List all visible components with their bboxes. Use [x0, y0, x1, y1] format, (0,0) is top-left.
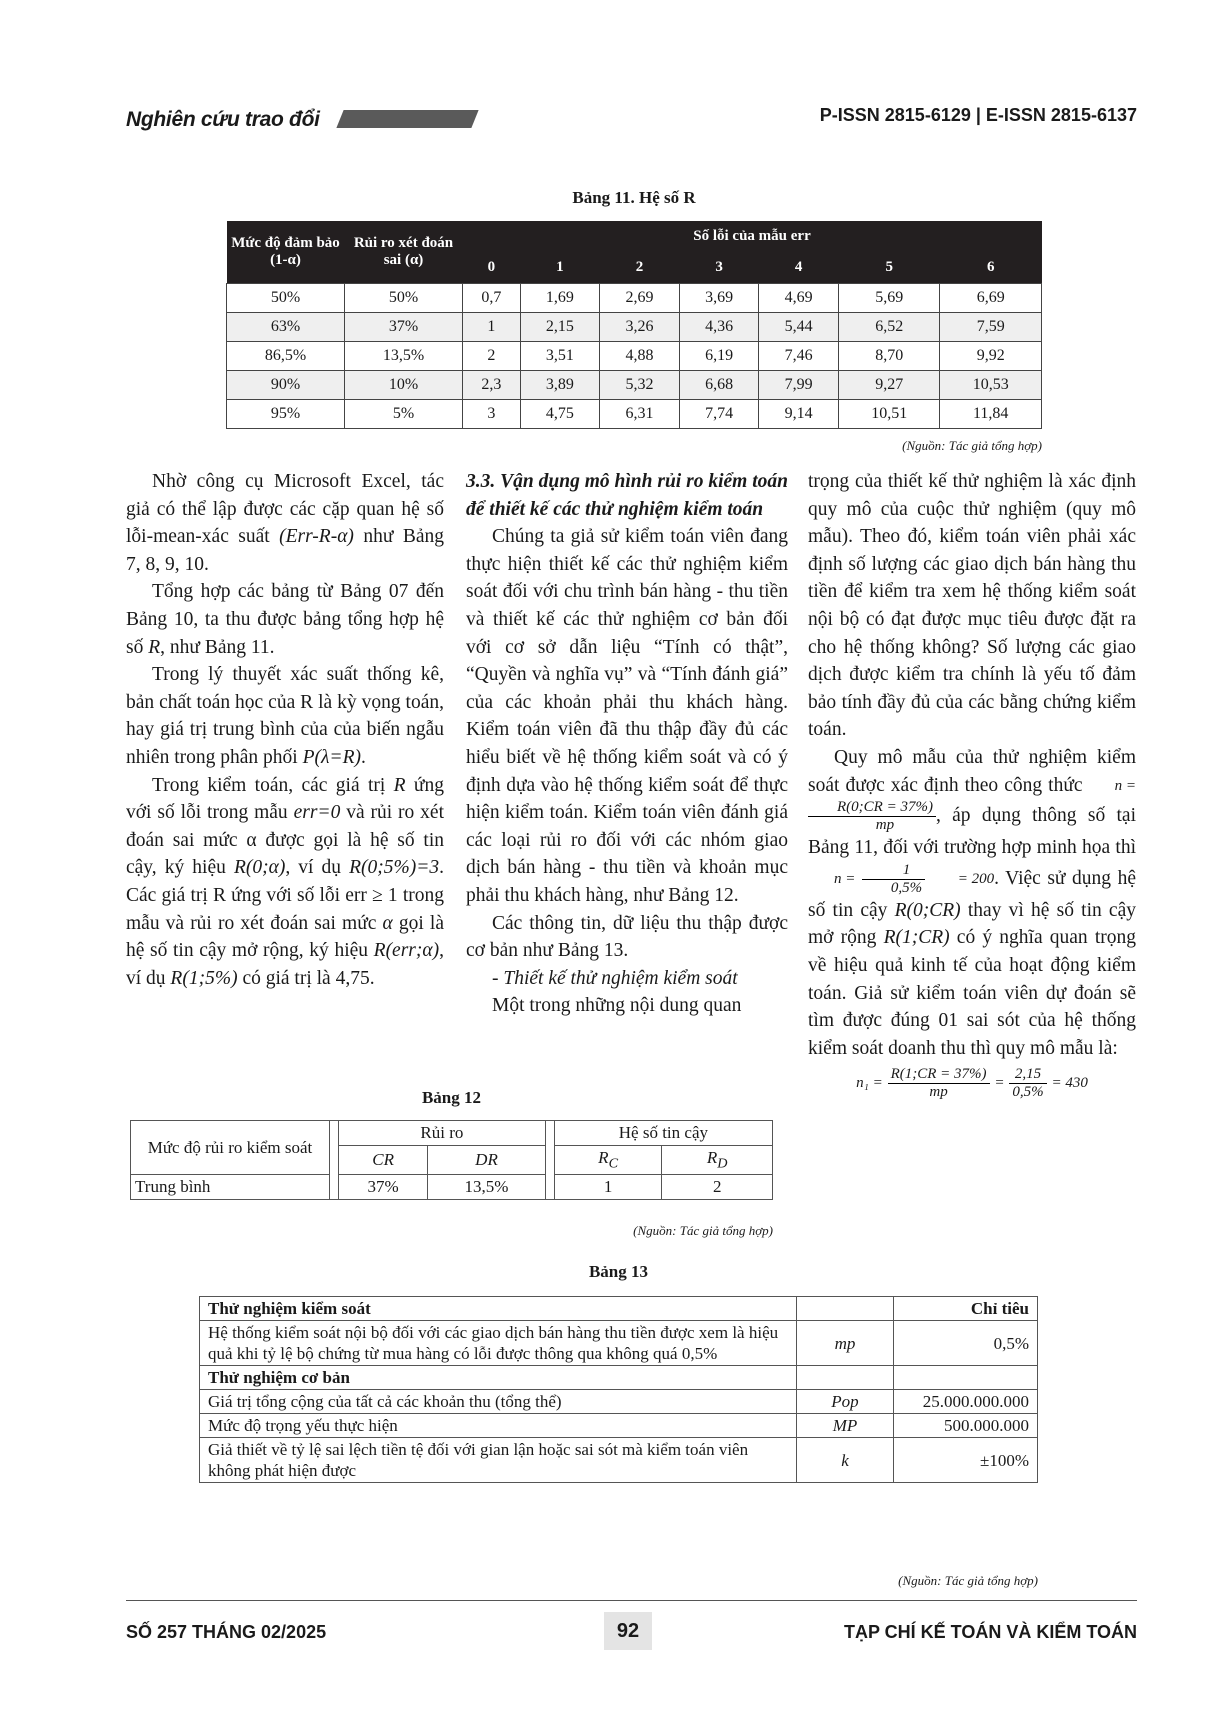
table11-cell: 6,31 [600, 400, 680, 429]
table11-row [227, 313, 1042, 342]
table11 [226, 221, 1042, 429]
paragraph: Quy mô mẫu của thử nghiệm kiểm soát được xác định theo công thức n = $\frac{R(0;CR = 37\%)}{mp}$ , áp dụng thông số tại Bảng 11, đối với trường hợp minh họa thì n = $\frac{1}{0,5\%}$ = 200. Việc sử dụng hệ số tin cậy R(0;CR) thay vì hệ số tin cậy mở rộng R(1;CR) có ý nghĩa quan trọng về hiệu quả kinh tế của hoạt động kiểm toán. Giả sử kiểm toán viên dự đoán sẽ tìm được đúng 01 sai sót của hệ thống kiểm soát doanh thu thì quy mô mẫu là: [808, 746, 1136, 1059]
table13-header-substantive: Thử nghiệm cơ bản [200, 1366, 797, 1390]
section-title: Nghiên cứu trao đổi [126, 108, 320, 131]
paragraph: Nhờ công cụ Microsoft Excel, tác giả có thể lập được các cặp quan hệ số lỗi-mean-xác suất (Err-R-α) như Bảng 7, 8, 9, 10. [126, 471, 444, 575]
table12-source: (Nguồn: Tác giả tổng hợp) [633, 1223, 773, 1238]
table11-cell: 6,19 [679, 342, 759, 371]
table13 [199, 1296, 1038, 1483]
table11-cell: 5,44 [759, 313, 839, 342]
formula-result: = 200 [957, 870, 995, 887]
table11-row [227, 371, 1042, 400]
table11-cell: 63% [227, 313, 345, 342]
table11-cell: 4,36 [679, 313, 759, 342]
table12-header-control: Mức độ rủi ro kiểm soát [131, 1121, 330, 1175]
table11-cell: 9,27 [838, 371, 940, 400]
table13-header-value: Chỉ tiêu [894, 1297, 1038, 1321]
column-1 [126, 468, 444, 992]
table11-cell: 2,69 [600, 284, 680, 313]
table11-cell: 4,69 [759, 284, 839, 313]
table11-cell: 6,69 [940, 284, 1042, 313]
table13-row: Hệ thống kiểm soát nội bộ đối với các giao dịch bán hàng thu tiền được xem là hiệu quả khi tỷ lệ bộ chứng từ mua hàng có lỗi được thông qua không quá 0,5% mp 0,5% [200, 1321, 1038, 1366]
table11-cell: 1 [463, 313, 521, 342]
paragraph: trọng của thiết kế thử nghiệm là xác định quy mô của cuộc thử nghiệm (quy mô mẫu). Theo đó, kiểm toán viên phải xác định số lượng các giao dịch bán hàng thu tiền để kiểm tra xem hệ thống kiểm soát nội bộ có đạt được mục tiêu được đặt ra cho hệ thống không? Số lượng các giao dịch được kiểm tra chính là yếu tố đảm bảo tính đầy đủ của các bằng chứng kiểm toán. [808, 471, 1136, 741]
table11-err-col: 0 [463, 251, 521, 284]
table11-header-errors: Số lỗi của mẫu err [463, 221, 1042, 251]
table11-cell: 0,7 [463, 284, 521, 313]
table11-cell: 5,69 [838, 284, 940, 313]
table12-header-risk: Rủi ro [339, 1121, 546, 1146]
table11-err-col: 4 [759, 251, 839, 284]
table13-row: Mức độ trọng yếu thực hiện MP 500.000.000 [200, 1414, 1038, 1438]
table11-row [227, 342, 1042, 371]
paragraph: Một trong những nội dung quan [492, 995, 742, 1017]
table11-header-risk: Rủi ro xét đoán sai (α) [345, 221, 463, 284]
table11-cell: 8,70 [838, 342, 940, 371]
table11-cell: 7,74 [679, 400, 759, 429]
table11-cell: 6,52 [838, 313, 940, 342]
table11-cell: 90% [227, 371, 345, 400]
table11-cell: 6,68 [679, 371, 759, 400]
table11-cell: 13,5% [345, 342, 463, 371]
table12-rc: $R_C$ [554, 1146, 662, 1175]
header-decoration-bar [336, 110, 478, 128]
table11-cell: 4,75 [520, 400, 600, 429]
footer-divider [126, 1600, 1137, 1601]
table11-cell: 7,99 [759, 371, 839, 400]
paragraph: Trong kiểm toán, các giá trị R ứng với số lỗi trong mẫu err=0 và rủi ro xét đoán sai mức α được gọi là hệ số tin cậy, ký hiệu R(0;α), ví dụ R(0;5%)=3. Các giá trị R ứng với số lỗi err ≥ 1 trong mẫu và rủi ro xét đoán sai mức α gọi là hệ số tin cậy mở rộng, ký hiệu R(err;α), ví dụ R(1;5%) có giá trị là 4,75. [126, 774, 445, 989]
table11-cell: 2,3 [463, 371, 521, 400]
table11-cell: 3 [463, 400, 521, 429]
table11-cell: 9,14 [759, 400, 839, 429]
formula-fraction: $\frac{R(0;CR = 37\%)}{mp}$ [808, 799, 936, 834]
table11-cell: 7,59 [940, 313, 1042, 342]
table11-err-col: 3 [679, 251, 759, 284]
table11-cell: 10,53 [940, 371, 1042, 400]
table13-caption: Bảng 13 [588, 1262, 649, 1281]
table11-caption: Bảng 11. Hệ số R [572, 188, 696, 207]
table11-cell: 2,15 [520, 313, 600, 342]
table11-cell: 95% [227, 400, 345, 429]
paragraph: Chúng ta giả sử kiểm toán viên đang thực hiện thiết kế các thử nghiệm kiểm soát đối với chu trình bán hàng - thu tiền và thiết kế các thử nghiệm cơ bản đối với cơ sở dẫn liệu “Tính có thật”, “Quyền và nghĩa vụ” và “Tính đánh giá” của các khoản phải thu khách hàng. Kiểm toán viên đã thu thập đầy đủ các hiểu biết về hệ thống kiểm soát và có ý định dựa vào hệ thống kiểm soát để thực hiện kiểm toán. Kiểm toán viên đánh giá các loại rủi ro đối với các nhóm giao dịch bán hàng - thu tiền và khoản mục phải thu khách hàng, như Bảng 12. [466, 526, 788, 906]
table11-cell: 50% [345, 284, 463, 313]
table11-header-assurance: Mức độ đảm bảo (1-α) [227, 221, 345, 284]
table13-source: (Nguồn: Tác giả tổng hợp) [898, 1573, 1038, 1588]
table11-cell: 1,69 [520, 284, 600, 313]
table11-cell: 3,51 [520, 342, 600, 371]
table11-err-col: 1 [520, 251, 600, 284]
formula-n: n = [1114, 777, 1136, 794]
table11-err-col: 5 [838, 251, 940, 284]
table11-cell: 9,92 [940, 342, 1042, 371]
column-2 [466, 468, 788, 1020]
table11-cell: 86,5% [227, 342, 345, 371]
page-number: 92 [604, 1612, 652, 1650]
paragraph: Tổng hợp các bảng từ Bảng 07 đến Bảng 10, ta thu được bảng tổng hợp hệ số R, như Bảng 11. [126, 581, 444, 658]
table13-header-control: Thử nghiệm kiểm soát [200, 1297, 797, 1321]
issn: P-ISSN 2815-6129 | E-ISSN 2815-6137 [819, 105, 1137, 125]
subheading: - Thiết kế thử nghiệm kiểm soát [492, 967, 738, 989]
table11-row [227, 400, 1042, 429]
table11-err-col: 2 [600, 251, 680, 284]
table12-caption: Bảng 12 [421, 1088, 482, 1107]
table12-rd: $R_D$ [662, 1146, 773, 1175]
table11-cell: 37% [345, 313, 463, 342]
table11-row [227, 284, 1042, 313]
section-heading: 3.3. Vận dụng mô hình rủi ro kiểm toán để thiết kế các thử nghiệm kiểm toán [466, 471, 788, 520]
table12-dr: DR [428, 1146, 546, 1175]
journal-name: TẠP CHÍ KẾ TOÁN VÀ KIỂM TOÁN [843, 1622, 1137, 1642]
paragraph: Các thông tin, dữ liệu thu thập được cơ bản như Bảng 13. [466, 912, 788, 962]
table11-cell: 10% [345, 371, 463, 400]
table12-header-coef: Hệ số tin cậy [554, 1121, 772, 1146]
issue-number: SỐ 257 THÁNG 02/2025 [126, 1622, 327, 1642]
table11-source: (Nguồn: Tác giả tổng hợp) [902, 438, 1042, 453]
table11-cell: 3,89 [520, 371, 600, 400]
table11-cell: 4,88 [600, 342, 680, 371]
table12-row: Trung bình 37% 13,5% 1 2 [131, 1175, 773, 1200]
table13-row: Giá trị tổng cộng của tất cả các khoản thu (tổng thể) Pop 25.000.000.000 [200, 1390, 1038, 1414]
formula-fraction: $\frac{1}{0,5\%}$ [862, 862, 925, 897]
table13-row: Giả thiết về tỷ lệ sai lệch tiền tệ đối với gian lận hoặc sai sót mà kiểm toán viên không phát hiện được k ±100% [200, 1438, 1038, 1483]
table12-cr: CR [339, 1146, 428, 1175]
table11-cell: 11,84 [940, 400, 1042, 429]
table12 [130, 1120, 773, 1200]
column-3 [808, 468, 1136, 1101]
formula-n1: n₁ = $\frac{R(1;CR = 37\%)}{mp}$ = $\frac{2,15}{0,5\%}$ = 430 [856, 1066, 1088, 1101]
table11-cell: 3,26 [600, 313, 680, 342]
table11-err-col: 6 [940, 251, 1042, 284]
table11-cell: 5% [345, 400, 463, 429]
table11-cell: 2 [463, 342, 521, 371]
formula-n2: n = [834, 870, 856, 887]
table11-cell: 10,51 [838, 400, 940, 429]
table11-cell: 3,69 [679, 284, 759, 313]
table11-cell: 50% [227, 284, 345, 313]
table11-cell: 7,46 [759, 342, 839, 371]
paragraph: Trong lý thuyết xác suất thống kê, bản chất toán học của R là kỳ vọng toán, hay giá trị trung bình của của biến ngẫu nhiên trong phân phối P(λ=R). [126, 664, 444, 768]
table11-cell: 5,32 [600, 371, 680, 400]
